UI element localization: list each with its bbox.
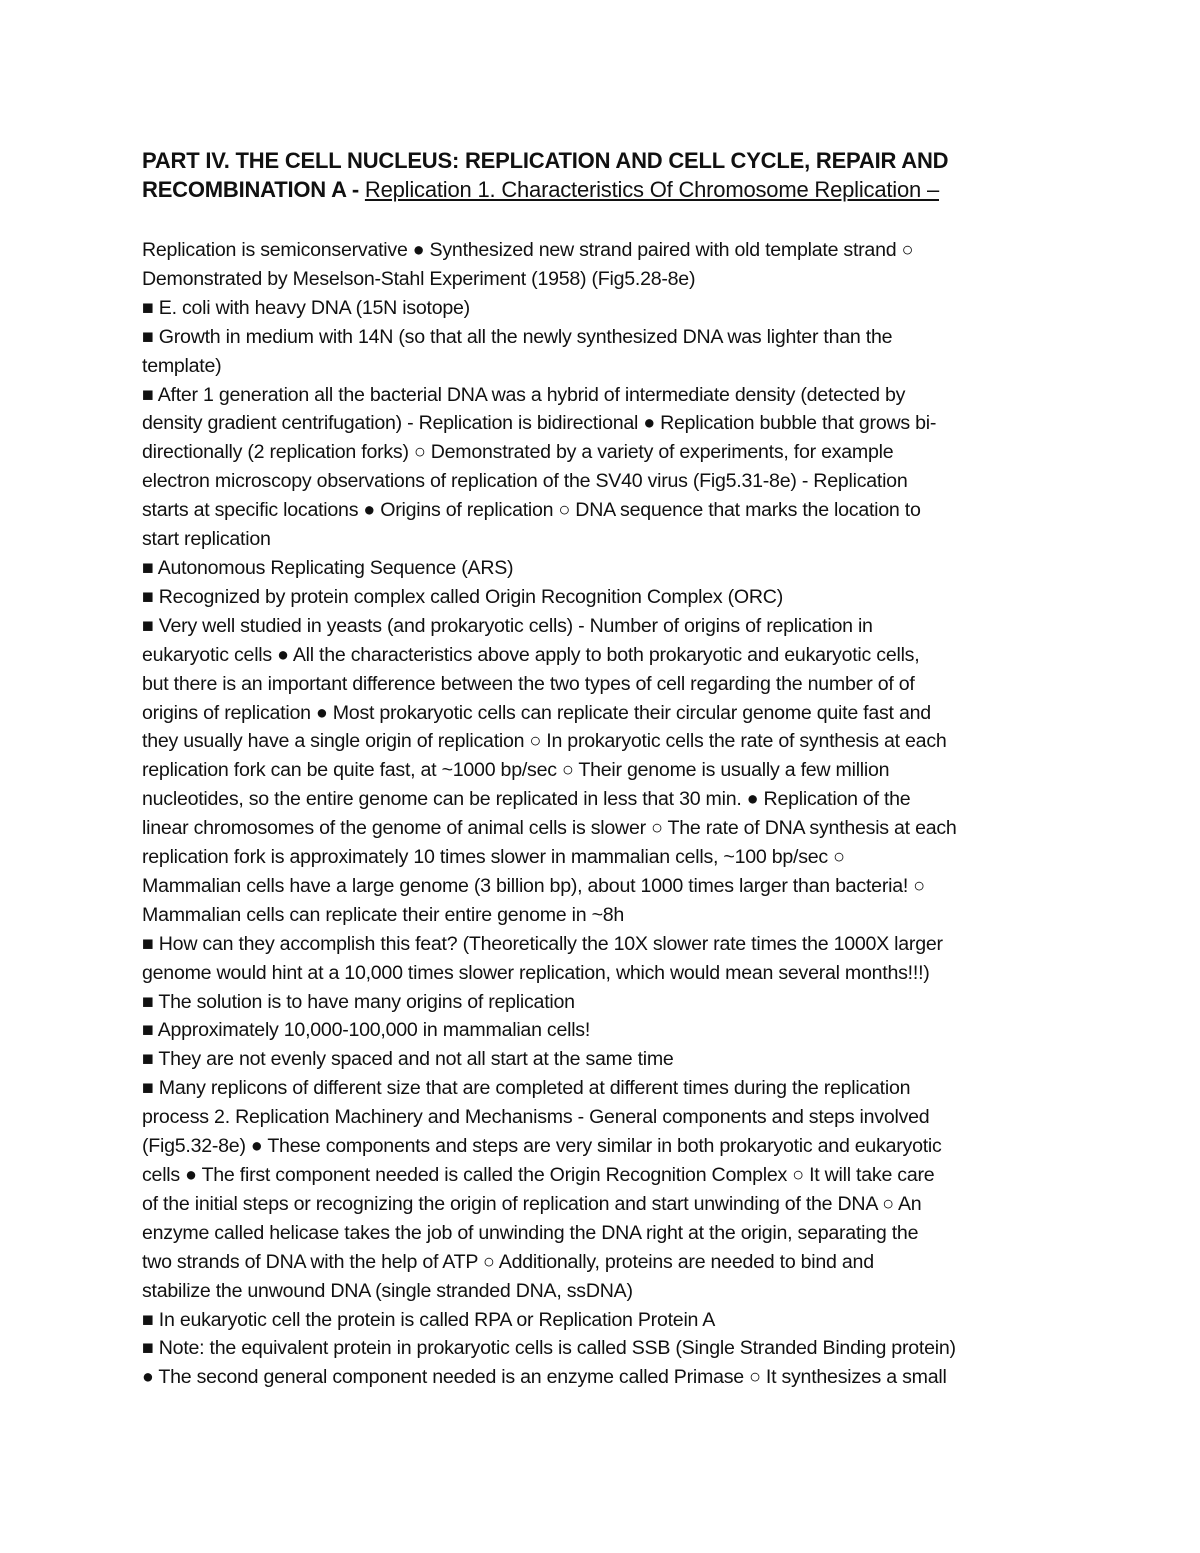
body-line: directionally (2 replication forks) ○ Demonstrated by a variety of experiments, for example bbox=[142, 441, 894, 464]
heading-line-1: PART IV. THE CELL NUCLEUS: REPLICATION AND CELL CYCLE, REPAIR AND bbox=[142, 148, 949, 173]
body-line: electron microscopy observations of replication of the SV40 virus (Fig5.31-8e) - Replication bbox=[142, 470, 908, 493]
body-line: ■ Many replicons of different size that are completed at different times during the replication bbox=[142, 1077, 911, 1100]
body-line: of the initial steps or recognizing the origin of replication and start unwinding of the DNA ○ An bbox=[142, 1192, 922, 1215]
body-line: ■ Growth in medium with 14N (so that all the newly synthesized DNA was lighter than the bbox=[142, 325, 893, 348]
body-line: enzyme called helicase takes the job of unwinding the DNA right at the origin, separating the bbox=[142, 1221, 919, 1244]
body-line: Replication is semiconservative ● Synthesized new strand paired with old template strand ○ bbox=[142, 239, 914, 261]
body-line: template) bbox=[142, 354, 222, 377]
body-line: they usually have a single origin of replication ○ In prokaryotic cells the rate of synthesis at each bbox=[142, 730, 947, 753]
body-line: two strands of DNA with the help of ATP ○ Additionally, proteins are needed to bind and bbox=[142, 1250, 874, 1273]
body-line: density gradient centrifugation) - Replication is bidirectional ● Replication bubble that grows bi- bbox=[142, 412, 937, 435]
heading-line-2: RECOMBINATION A - bbox=[142, 177, 365, 202]
body-line: ■ Approximately 10,000-100,000 in mammalian cells! bbox=[142, 1019, 591, 1042]
body-line: ■ After 1 generation all the bacterial DNA was a hybrid of intermediate density (detected by bbox=[142, 383, 906, 406]
body-line: genome would hint at a 10,000 times slower replication, which would mean several months!!!) bbox=[142, 961, 930, 984]
body-line: replication fork is approximately 10 times slower in mammalian cells, ~100 bp/sec ○ bbox=[142, 846, 845, 869]
body-line: start replication bbox=[142, 528, 271, 551]
body-line: origins of replication ● Most prokaryotic cells can replicate their circular genome quite fast and bbox=[142, 701, 931, 724]
body-line: but there is an important difference between the two types of cell regarding the number of of bbox=[142, 672, 915, 695]
body-line: nucleotides, so the entire genome can be replicated in less that 30 min. ● Replication of the bbox=[142, 788, 911, 811]
body-line: ■ How can they accomplish this feat? (Theoretically the 10X slower rate times the 1000X larger bbox=[142, 932, 943, 955]
body-line: process 2. Replication Machinery and Mechanisms - General components and steps involved bbox=[142, 1106, 930, 1129]
body-line: ● The second general component needed is an enzyme called Primase ○ It synthesizes a small bbox=[142, 1366, 947, 1389]
document-page bbox=[142, 146, 1072, 1392]
body-line: ■ Recognized by protein complex called Origin Recognition Complex (ORC) bbox=[142, 585, 783, 608]
body-line: Mammalian cells can replicate their entire genome in ~8h bbox=[142, 903, 625, 926]
body-line: ■ The solution is to have many origins of replication bbox=[142, 990, 575, 1013]
document-heading bbox=[142, 146, 1072, 204]
body-line: (Fig5.32-8e) ● These components and steps are very similar in both prokaryotic and eukaryotic bbox=[142, 1135, 942, 1158]
body-line: starts at specific locations ● Origins of replication ○ DNA sequence that marks the location to bbox=[142, 499, 921, 522]
body-line: ■ E. coli with heavy DNA (15N isotope) bbox=[142, 296, 470, 319]
body-line: cells ● The first component needed is called the Origin Recognition Complex ○ It will take care bbox=[142, 1164, 935, 1186]
body-line: stabilize the unwound DNA (single stranded DNA, ssDNA) bbox=[142, 1279, 633, 1302]
body-line: ■ Note: the equivalent protein in prokaryotic cells is called SSB (Single Stranded Binding protein) bbox=[142, 1337, 956, 1360]
body-line: replication fork can be quite fast, at ~1000 bp/sec ○ Their genome is usually a few million bbox=[142, 759, 890, 782]
body-line: ■ They are not evenly spaced and not all start at the same time bbox=[142, 1048, 674, 1071]
body-line: linear chromosomes of the genome of animal cells is slower ○ The rate of DNA synthesis at each bbox=[142, 817, 957, 840]
body-line: ■ In eukaryotic cell the protein is called RPA or Replication Protein A bbox=[142, 1308, 716, 1331]
body-line: ■ Autonomous Replicating Sequence (ARS) bbox=[142, 556, 514, 579]
heading-subtitle: Replication 1. Characteristics Of Chromosome Replication – bbox=[364, 177, 939, 202]
body-line: Demonstrated by Meselson-Stahl Experiment (1958) (Fig5.28-8e) bbox=[142, 267, 696, 290]
body-line: Mammalian cells have a large genome (3 billion bp), about 1000 times larger than bacteria! ○ bbox=[142, 874, 925, 897]
body-line: ■ Very well studied in yeasts (and prokaryotic cells) - Number of origins of replication in bbox=[142, 614, 873, 637]
document-body bbox=[142, 236, 1072, 1392]
body-line: eukaryotic cells ● All the characteristics above apply to both prokaryotic and eukaryotic cells, bbox=[142, 643, 920, 666]
